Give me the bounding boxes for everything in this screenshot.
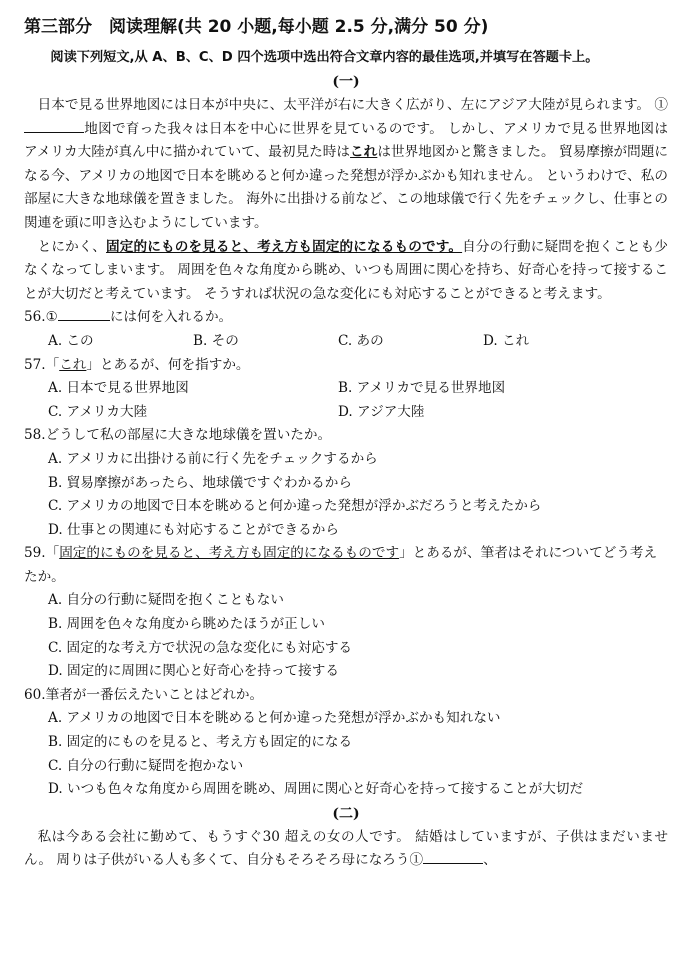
question-60-options	[24, 707, 668, 801]
question-58-options	[24, 448, 668, 542]
question-number: 56.	[24, 309, 46, 326]
question-57-stem	[24, 354, 668, 378]
question-number: 58.	[24, 427, 46, 444]
option-a: A. アメリカに出掛ける前に行く先をチェックするから	[48, 450, 378, 467]
passage1-paragraph-1	[24, 94, 668, 236]
question-number: 60.	[24, 686, 46, 703]
option-a: A. アメリカの地図で日本を眺めると何か違った発想が浮かぶかも知れない	[48, 710, 501, 727]
option-c: C. アメリカの地図で日本を眺めると何か違った発想が浮かぶだろうと考えたから	[48, 498, 542, 515]
option-a: A. この	[48, 332, 94, 349]
p1-underlined-kore: これ	[350, 144, 378, 161]
option-b: B. 周囲を色々な角度から眺めたほうが正しい	[48, 616, 325, 633]
passage2-heading: (二)	[332, 805, 360, 822]
blank-1	[58, 306, 110, 321]
option-d: D. 仕事との関連にも対応することができるから	[48, 521, 339, 538]
question-59-stem	[24, 542, 668, 589]
stem-underlined: これ	[59, 356, 87, 373]
p1-text-c: は世界地図かと驚きました。 貿易摩擦が問題になる今、アメリカの地図で日本を眺めると何か違った発想が浮かぶかも知れません。 というわけで、私の部屋に大きな地球儀を置きました。 海外に出掛ける前など、この地球儀で行く先をチェックし、仕事との関連を頭に叩き込むようにしています。	[24, 144, 669, 231]
option-d: D. これ	[483, 332, 530, 349]
stem-part: 「	[45, 545, 60, 562]
question-60	[24, 684, 668, 802]
stem-part: ①	[45, 309, 58, 326]
blank-1	[423, 849, 483, 864]
question-57-options-row-1	[24, 377, 668, 401]
passage1-heading: (一)	[332, 74, 360, 90]
stem-text: 筆者が一番伝えたいことはどれか。	[45, 686, 264, 703]
blank-1	[24, 118, 84, 133]
p2-underlined-sentence: 固定的にものを見ると、考え方も固定的になるものです。	[106, 238, 463, 255]
passage2-paragraph-1	[24, 826, 668, 873]
p2-text-a: とにかく、	[37, 238, 107, 255]
question-56-stem	[24, 306, 668, 330]
option-b: B. アメリカで見る世界地図	[338, 380, 506, 397]
question-57-options-row-2	[24, 401, 668, 425]
option-b: B. その	[193, 332, 239, 349]
question-60-stem	[24, 684, 668, 708]
passage1-paragraph-2	[24, 236, 668, 307]
instructions: 阅读下列短文,从 A、B、C、D 四个选项中选出符合文章内容的最佳选项,并填写在答题卡上。	[50, 50, 599, 65]
stem-part: 「	[45, 356, 60, 373]
option-b: B. 固定的にものを見ると、考え方も固定的になる	[48, 734, 353, 751]
question-number: 57.	[24, 356, 46, 373]
option-a: A. 自分の行動に疑問を抱くこともない	[48, 592, 284, 609]
p1-text-a: 日本で見る世界地図には日本が中央に、太平洋が右に大きく広がり、左にアジア大陸が見られます。 ①	[37, 97, 668, 113]
question-59	[24, 542, 668, 684]
option-d: D. 固定的に周囲に関心と好奇心を持って接する	[48, 663, 339, 680]
p2-text-b: 自分の行動に疑問を抱くことも少なくなってしまいます。 周囲を色々な角度から眺め、いつも周囲に関心を持ち、好奇心を持って接することが大切だと考えています。 そうすれば状況の急な変化にも対応することができると考えます。	[24, 238, 669, 302]
question-57	[24, 354, 668, 425]
option-c: C. 自分の行動に疑問を抱かない	[48, 757, 244, 774]
p2-1-text-a: 私は今ある会社に勤めて、もうすぐ30 超えの女の人です。 結婚はしていますが、子供はまだいません。 周りは子供がいる人も多くて、自分もそろそろ母になろう①	[24, 828, 668, 869]
option-d: D. アジア大陸	[338, 403, 425, 420]
stem-part: 」とあるが、筆者はそれについてどう考えたか。	[24, 545, 658, 585]
question-58	[24, 424, 668, 542]
p1-text-b: 地図で育った我々は日本を中心に世界を見ているのです。 しかし、アメリカで見る世界地図はアメリカ大陸が真ん中に描かれていて、最初見た時は	[24, 120, 668, 161]
option-a: A. 日本で見る世界地図	[48, 380, 189, 397]
option-b: B. 貿易摩擦があったら、地球儀ですぐわかるから	[48, 474, 352, 491]
question-56	[24, 306, 668, 353]
question-number: 59.	[24, 545, 46, 562]
p2-1-text-b: 、	[483, 852, 497, 869]
question-58-stem	[24, 424, 668, 448]
part-title: 第三部分 阅读理解(共 20 小题,每小题 2.5 分,满分 50 分)	[24, 17, 489, 37]
stem-part: 」とあるが、何を指すか。	[86, 356, 250, 373]
question-59-options	[24, 589, 668, 683]
question-56-options	[24, 330, 668, 354]
stem-underlined: 固定的にものを見ると、考え方も固定的になるものです	[59, 545, 400, 562]
option-c: C. 固定的な考え方で状況の急な変化にも対応する	[48, 639, 353, 656]
option-d: D. いつも色々な角度から周囲を眺め、周囲に関心と好奇心を持って接することが大切だ	[48, 781, 584, 798]
option-c: C. あの	[338, 332, 384, 349]
stem-part: には何を入れるか。	[109, 309, 233, 326]
option-c: C. アメリカ大陸	[48, 403, 148, 420]
stem-text: どうして私の部屋に大きな地球儀を置いたか。	[45, 427, 332, 444]
